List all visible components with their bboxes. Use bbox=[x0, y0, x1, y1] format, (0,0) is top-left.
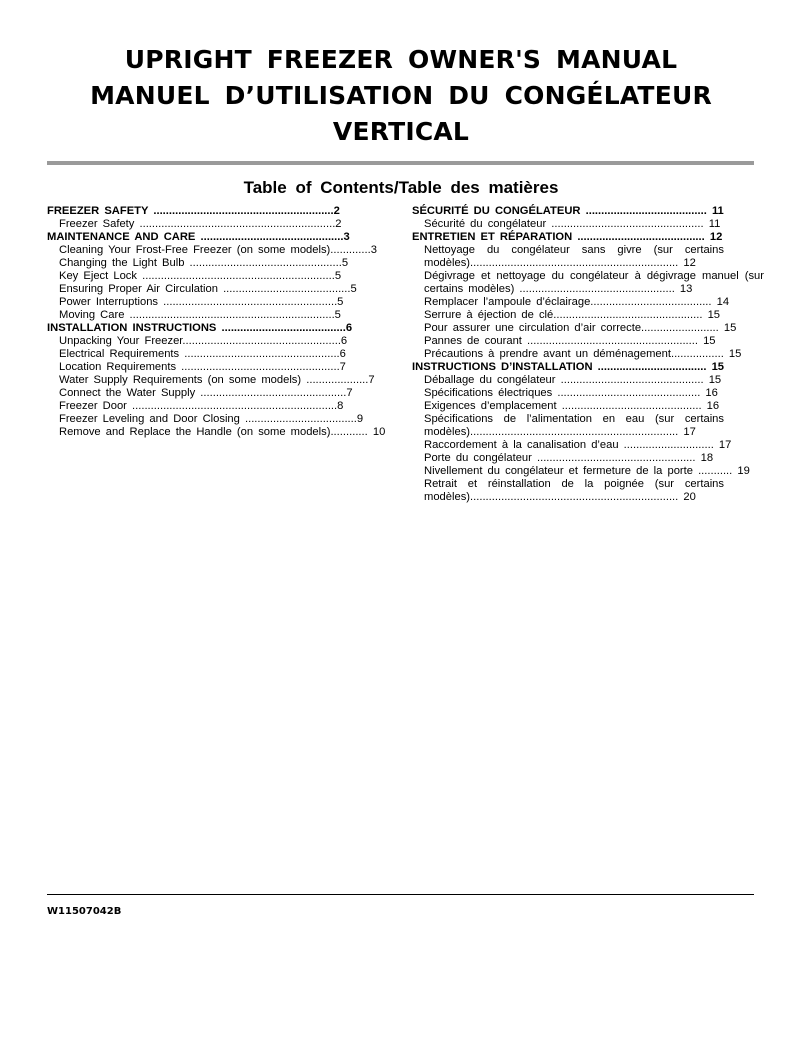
toc-section-entry: MAINTENANCE AND CARE ..............................................3 bbox=[47, 231, 350, 243]
toc-column-french bbox=[412, 205, 792, 504]
toc-entry: Moving Care ..................................................................5 bbox=[59, 309, 341, 321]
title-line-3: VERTICAL bbox=[332, 117, 470, 146]
toc-entry: Ensuring Proper Air Circulation .........................................5 bbox=[59, 283, 357, 295]
toc-section-entry: ENTRETIEN ET RÉPARATION ......................................... 12 bbox=[412, 231, 723, 243]
toc-section-entry: INSTRUCTIONS D’INSTALLATION ................................... 15 bbox=[412, 361, 725, 373]
toc-section-entry: FREEZER SAFETY ..........................................................2 bbox=[47, 205, 340, 217]
top-divider bbox=[47, 161, 754, 165]
toc-entry: Nettoyage du congélateur sans givre (sur certains modèles)................................................................... 12 bbox=[424, 244, 724, 269]
toc-entry: Connect the Water Supply ...............................................7 bbox=[59, 387, 353, 399]
toc-entry: Porte du congélateur ................................................... 18 bbox=[424, 452, 714, 464]
toc-entry: Serrure à éjection de clé................................................ 15 bbox=[424, 309, 721, 321]
toc-entry: Location Requirements ...................................................7 bbox=[59, 361, 346, 373]
toc-entry: Spécifications de l’alimentation en eau (sur certains modèles)................................................................... 17 bbox=[424, 413, 724, 438]
toc-entry: Raccordement à la canalisation d’eau ............................. 17 bbox=[424, 439, 732, 451]
toc-entry: Retrait et réinstallation de la poignée (sur certains modèles)................................................................... 20 bbox=[424, 478, 724, 503]
toc-entry: Water Supply Requirements (on some models) ....................7 bbox=[59, 374, 375, 386]
toc-entry: Electrical Requirements ..................................................6 bbox=[59, 348, 346, 360]
toc-entry: Remplacer l’ampoule d’éclairage....................................... 14 bbox=[424, 296, 730, 308]
toc-entry: Cleaning Your Frost-Free Freezer (on some models).............3 bbox=[59, 244, 377, 256]
toc-entry: Nivellement du congélateur et fermeture de la porte ........... 19 bbox=[424, 465, 750, 477]
toc-heading: Table of Contents/Table des matières bbox=[243, 178, 559, 197]
toc-entry: Remove and Replace the Handle (on some models)............ 10 bbox=[59, 426, 386, 438]
document-number: W11507042B bbox=[47, 906, 122, 917]
toc-section-entry: SÉCURITÉ DU CONGÉLATEUR ....................................... 11 bbox=[412, 205, 724, 217]
title-line-2: MANUEL D’UTILISATION DU CONGÉLATEUR bbox=[90, 81, 712, 110]
toc-entry: Précautions à prendre avant un déménagement................. 15 bbox=[424, 348, 742, 360]
toc-entry: Freezer Door ..................................................................8 bbox=[59, 400, 344, 412]
toc-entry: Pour assurer une circulation d’air correcte......................... 15 bbox=[424, 322, 737, 334]
toc-column-english bbox=[47, 205, 407, 439]
toc-entry: Spécifications électriques .............................................. 16 bbox=[424, 387, 718, 399]
toc-entry: Déballage du congélateur .............................................. 15 bbox=[424, 374, 722, 386]
toc-section-entry: INSTALLATION INSTRUCTIONS ........................................6 bbox=[47, 322, 353, 334]
toc-entry: Dégivrage et nettoyage du congélateur à dégivrage manuel (sur certains modèles) .................................................. 13 bbox=[424, 270, 764, 295]
toc-entry: Changing the Light Bulb .................................................5 bbox=[59, 257, 349, 269]
title-line-1: UPRIGHT FREEZER OWNER'S MANUAL bbox=[124, 45, 678, 74]
toc-entry: Power Interruptions ........................................................5 bbox=[59, 296, 344, 308]
toc-entry: Pannes de courant ....................................................... 15 bbox=[424, 335, 716, 347]
toc-entry: Unpacking Your Freezer...................................................6 bbox=[59, 335, 348, 347]
toc-entry: Sécurité du congélateur ................................................. 11 bbox=[424, 218, 721, 230]
manual-title bbox=[0, 42, 802, 150]
bottom-divider bbox=[47, 894, 754, 895]
toc-entry: Key Eject Lock ..............................................................5 bbox=[59, 270, 342, 282]
toc-entry: Freezer Safety ...............................................................2 bbox=[59, 218, 342, 230]
toc-entry: Freezer Leveling and Door Closing ....................................9 bbox=[59, 413, 364, 425]
toc-entry: Exigences d’emplacement ............................................. 16 bbox=[424, 400, 720, 412]
